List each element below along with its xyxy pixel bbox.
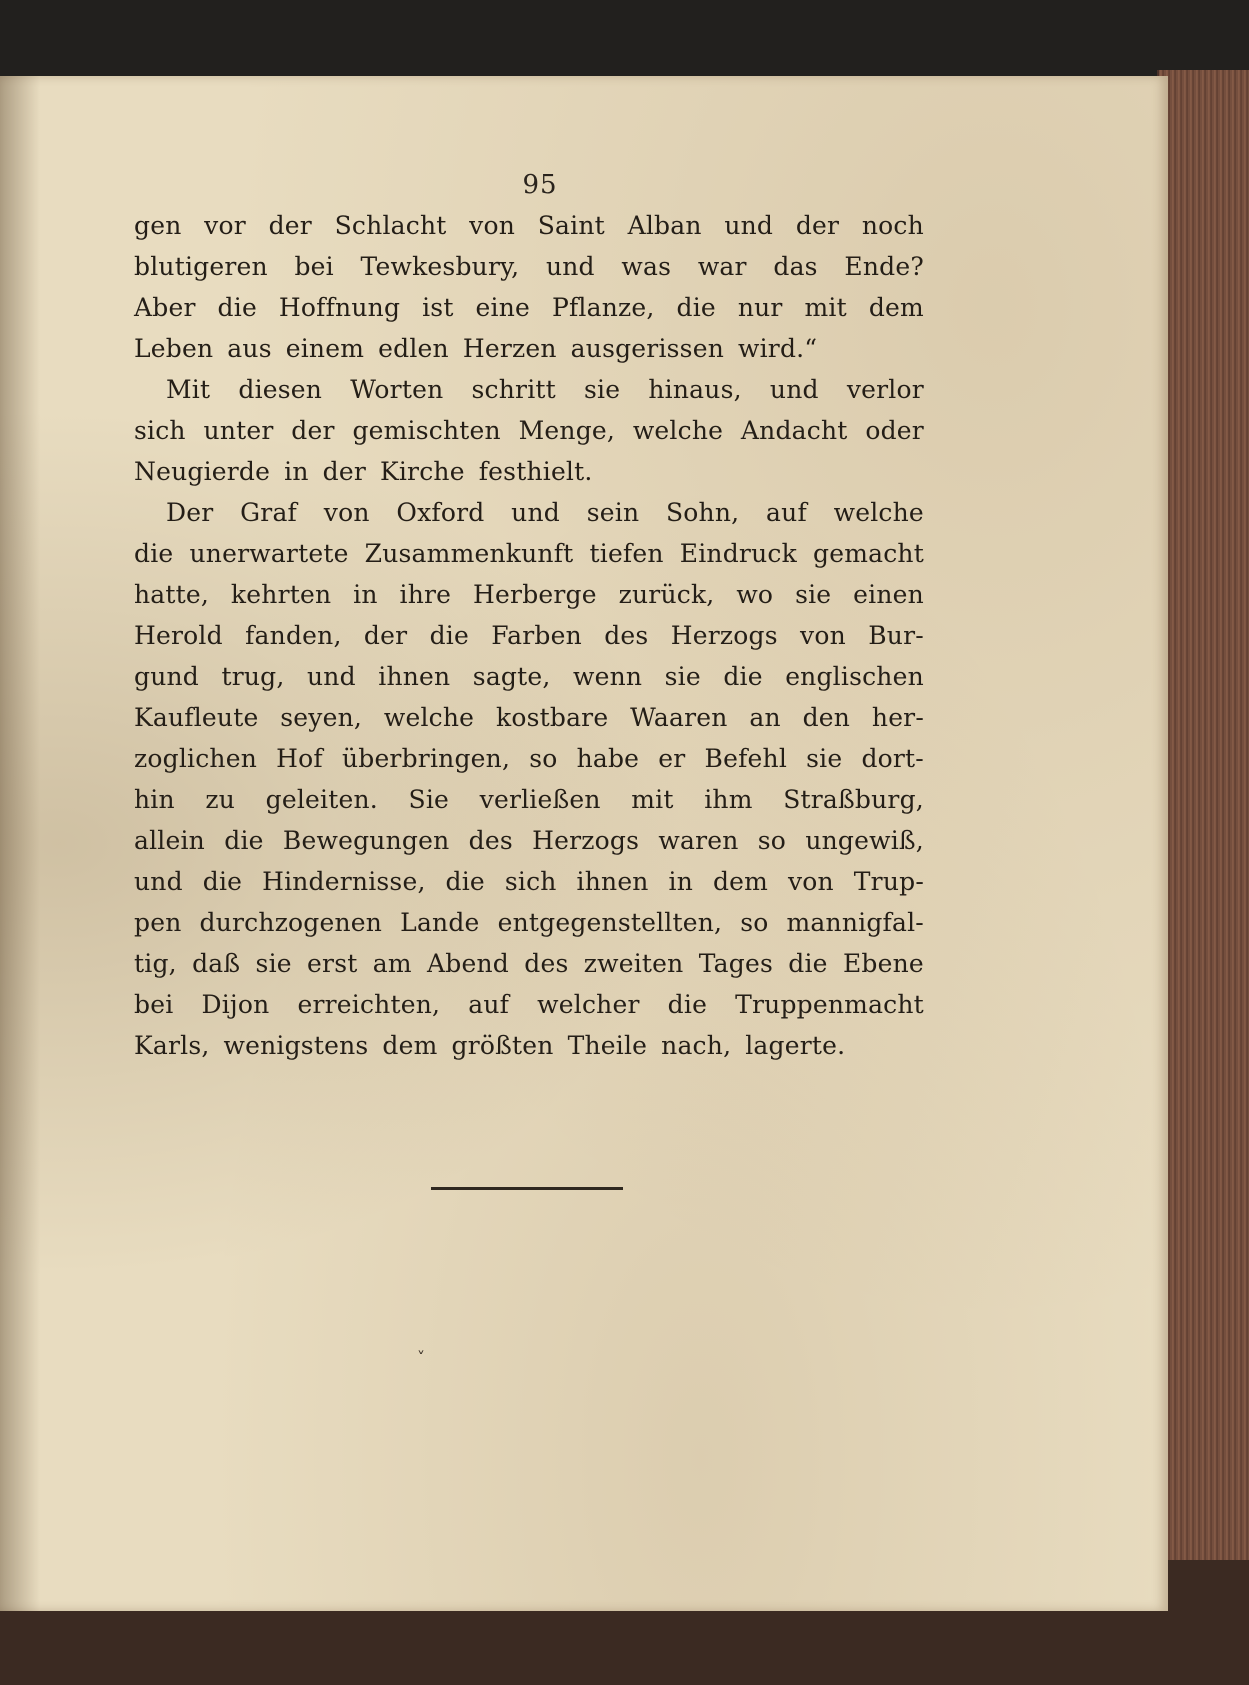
word: Hindernisse,	[262, 867, 426, 896]
word: unter	[203, 416, 274, 445]
word: auf	[468, 990, 510, 1019]
word: Oxford	[396, 498, 485, 527]
word: dem	[712, 867, 769, 896]
word: von	[323, 498, 370, 527]
word: wird.“	[738, 334, 818, 363]
end-rule	[431, 1187, 623, 1190]
word: kostbare	[496, 703, 609, 732]
word: Bewegungen	[282, 826, 450, 855]
text-line	[134, 984, 924, 1025]
word: einen	[853, 580, 924, 609]
word: Karls,	[134, 1031, 210, 1060]
word: oder	[865, 416, 924, 445]
word: das	[773, 252, 818, 281]
word: von	[469, 211, 516, 240]
word: festhielt.	[478, 457, 593, 486]
word: allein	[134, 826, 205, 855]
word: Truppenmacht	[735, 990, 924, 1019]
word: in	[353, 580, 378, 609]
word: welche	[632, 416, 724, 445]
word: die	[134, 539, 174, 568]
text-line	[134, 861, 924, 902]
word: Herzogs	[532, 826, 640, 855]
word: Ebene	[842, 949, 924, 978]
word: Menge,	[518, 416, 616, 445]
word: pen	[134, 908, 182, 937]
word: dem	[868, 293, 924, 322]
text-line	[134, 287, 924, 328]
word: Tewkesbury,	[360, 252, 520, 281]
word: eine	[475, 293, 531, 322]
page-stack-edges	[1157, 70, 1249, 1560]
word: vor	[204, 211, 246, 240]
page-gutter	[0, 76, 40, 1611]
body-text	[134, 205, 924, 1066]
word: der	[795, 211, 840, 240]
text-line	[134, 820, 924, 861]
word: hatte,	[134, 580, 210, 609]
text-line	[134, 328, 924, 369]
word: fanden,	[245, 621, 342, 650]
word: habe	[576, 744, 640, 773]
text-line	[134, 943, 924, 984]
word: edlen	[378, 334, 449, 363]
text-line	[134, 1025, 924, 1066]
text-line	[134, 779, 924, 820]
word: zurück,	[618, 580, 715, 609]
word: der	[268, 211, 312, 240]
word: Farben	[491, 621, 582, 650]
word: Herberge	[473, 580, 597, 609]
word: Sie	[408, 785, 450, 814]
word: dort-	[861, 744, 924, 773]
word: die	[429, 621, 469, 650]
word: kehrten	[230, 580, 332, 609]
word: der	[322, 457, 366, 486]
word: die	[217, 293, 257, 322]
word: Worten	[350, 375, 444, 404]
word: einem	[285, 334, 365, 363]
word: verlor	[846, 375, 924, 404]
text-line	[134, 205, 924, 246]
word: die	[667, 990, 708, 1019]
word: gen	[134, 211, 182, 240]
word: Der	[166, 498, 214, 527]
word: ungewiß,	[805, 826, 924, 855]
word: ihnen	[378, 662, 451, 691]
word: Saint	[537, 211, 605, 240]
word: Ende?	[844, 252, 924, 281]
word: entgegenstellten,	[497, 908, 723, 937]
word: noch	[861, 211, 924, 240]
word: sagte,	[472, 662, 551, 691]
word: nach,	[661, 1031, 732, 1060]
word: der	[291, 416, 335, 445]
word: und	[769, 375, 819, 404]
word: gemacht	[813, 539, 924, 568]
text-line	[134, 533, 924, 574]
word: Abend	[427, 949, 509, 978]
text-line	[134, 656, 924, 697]
word: Mit	[166, 375, 211, 404]
text-line	[134, 902, 924, 943]
word: mit	[804, 293, 847, 322]
word: und	[724, 211, 774, 240]
word: waren	[658, 826, 739, 855]
word: nur	[737, 293, 783, 322]
word: was	[621, 252, 672, 281]
word: ausgerissen	[570, 334, 725, 363]
word: Dijon	[201, 990, 270, 1019]
word: mit	[631, 785, 674, 814]
word: sie	[664, 662, 701, 691]
word: war	[697, 252, 747, 281]
word: Kirche	[379, 457, 465, 486]
text-line	[134, 410, 924, 451]
word: so	[529, 744, 558, 773]
word: und	[306, 662, 356, 691]
word: tiefen	[589, 539, 664, 568]
word: die	[788, 949, 828, 978]
word: die	[445, 867, 485, 896]
word: ihre	[399, 580, 452, 609]
word: erreichten,	[297, 990, 441, 1019]
word: ist	[422, 293, 454, 322]
word: durchzogenen	[199, 908, 383, 937]
word: des	[604, 621, 649, 650]
word: blutigeren	[134, 252, 268, 281]
word: Herzogs	[670, 621, 778, 650]
word: wo	[736, 580, 774, 609]
word: geleiten.	[265, 785, 378, 814]
word: dem	[382, 1031, 438, 1060]
text-line	[134, 697, 924, 738]
word: sie	[795, 580, 832, 609]
word: sich	[504, 867, 557, 896]
word: Schlacht	[334, 211, 447, 240]
word: an	[749, 703, 781, 732]
word: ihnen	[576, 867, 649, 896]
word: Eindruck	[679, 539, 797, 568]
word: sie	[255, 949, 292, 978]
word: welcher	[537, 990, 640, 1019]
word: sie	[584, 375, 621, 404]
word: Pflanze,	[551, 293, 655, 322]
word: den	[802, 703, 851, 732]
word: sie	[806, 744, 843, 773]
word: am	[372, 949, 412, 978]
word: und	[545, 252, 595, 281]
text-line	[134, 451, 924, 492]
word: von	[787, 867, 834, 896]
text-line	[134, 492, 924, 533]
word: unerwartete	[189, 539, 349, 568]
word: welche	[383, 703, 475, 732]
word: Trup-	[853, 867, 924, 896]
word: erst	[307, 949, 358, 978]
word: so	[757, 826, 787, 855]
word: in	[284, 457, 309, 486]
text-line	[134, 738, 924, 779]
word: Andacht	[740, 416, 848, 445]
word: Graf	[240, 498, 298, 527]
word: die	[676, 293, 716, 322]
word: Kaufleute	[134, 703, 259, 732]
word: Waaren	[630, 703, 728, 732]
word: bei	[134, 990, 174, 1019]
word: daß	[192, 949, 241, 978]
word: Lande	[400, 908, 480, 937]
word: gund	[134, 662, 200, 691]
word: seyen,	[280, 703, 363, 732]
word: ihm	[704, 785, 753, 814]
text-line	[134, 369, 924, 410]
word: Straßburg,	[783, 785, 924, 814]
word: tig,	[134, 949, 177, 978]
page-number: 95	[522, 170, 558, 200]
word: Sohn,	[665, 498, 740, 527]
word: von	[800, 621, 846, 650]
word: größten	[451, 1031, 554, 1060]
word: mannigfal-	[786, 908, 924, 937]
word: des	[468, 826, 513, 855]
word: er	[658, 744, 686, 773]
word: englischen	[785, 662, 924, 691]
word: zu	[205, 785, 236, 814]
word: Aber	[134, 293, 196, 322]
word: in	[668, 867, 694, 896]
word: Leben	[134, 334, 214, 363]
word: Alban	[627, 211, 702, 240]
word: Zusammenkunft	[364, 539, 574, 568]
word: und	[134, 867, 183, 896]
word: auf	[766, 498, 807, 527]
word: her-	[871, 703, 924, 732]
text-line	[134, 574, 924, 615]
word: schritt	[471, 375, 556, 404]
text-line	[134, 615, 924, 656]
word: so	[740, 908, 769, 937]
word: Herzen	[462, 334, 557, 363]
word: zoglichen	[134, 744, 258, 773]
word: des	[524, 949, 569, 978]
word: gemischten	[352, 416, 501, 445]
word: aus	[227, 334, 272, 363]
word: überbringen,	[341, 744, 511, 773]
word: die	[224, 826, 264, 855]
word: sein	[586, 498, 640, 527]
word: die	[202, 867, 243, 896]
word: hinaus,	[648, 375, 742, 404]
word: Befehl	[704, 744, 788, 773]
word: bei	[294, 252, 334, 281]
word: und	[511, 498, 560, 527]
word: Hoffnung	[278, 293, 401, 322]
word: welche	[833, 498, 924, 527]
word: lagerte.	[745, 1031, 846, 1060]
word: der	[363, 621, 408, 650]
word: Neugierde	[134, 457, 271, 486]
word: verließen	[479, 785, 601, 814]
word: wenn	[572, 662, 643, 691]
word: Bur-	[868, 621, 924, 650]
word: wenigstens	[223, 1031, 369, 1060]
text-line	[134, 246, 924, 287]
word: diesen	[238, 375, 323, 404]
stray-mark: ˅	[417, 1348, 425, 1367]
word: Hof	[276, 744, 323, 773]
word: Theile	[567, 1031, 648, 1060]
word: hin	[134, 785, 175, 814]
word: sich	[134, 416, 186, 445]
word: Tages	[698, 949, 774, 978]
word: die	[723, 662, 763, 691]
word: trug,	[221, 662, 285, 691]
word: Herold	[134, 621, 223, 650]
word: zweiten	[583, 949, 684, 978]
